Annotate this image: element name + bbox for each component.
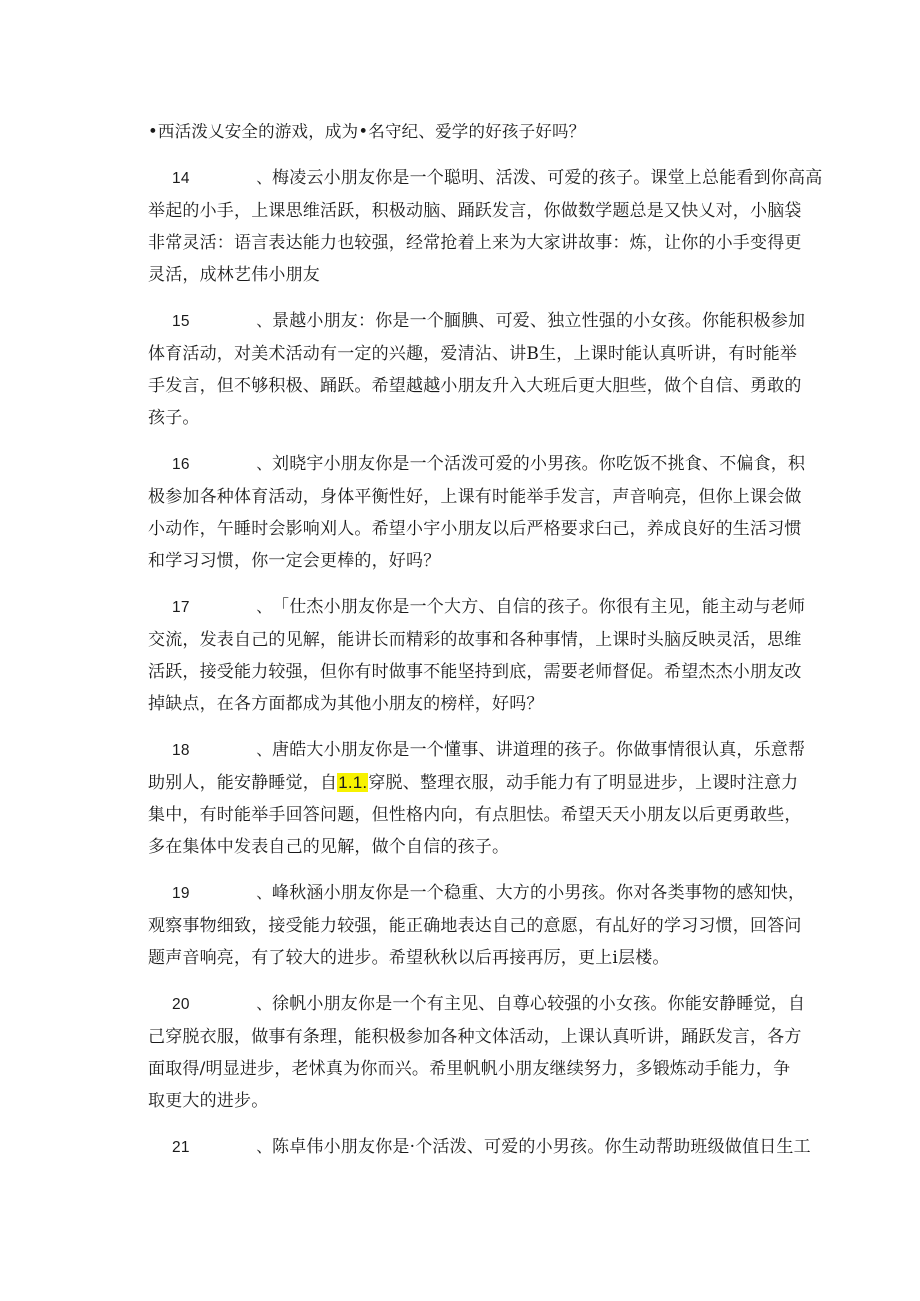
entry-14 <box>148 162 823 291</box>
entry-text: 题声音响亮，有了较大的进步。希望秋秋以后再接再厉，更上i层楼。 <box>148 948 670 968</box>
entry-text: 举起的小手，上课思维活跃，积极动脑、踊跃发言，你做数学题总是又快乂对，小脑袋 <box>148 201 802 221</box>
entry-text: 取更大的进步。 <box>148 1091 269 1111</box>
entry-text: 掉缺点，在各方面都成为其他小朋友的榜样，好吗？ <box>148 694 544 714</box>
entry-text: 交流，发表自己的见解，能讲长而精彩的故事和各种事情，上课时头脑反映灵活，思维 <box>148 630 802 650</box>
entry-text: 非常灵活：语言表达能力也较强，经常抢着上来为大家讲故事：炼，让你的小手变得更 <box>148 233 802 253</box>
entry-text: 峰秋涵小朋友你是一个稳重、大方的小男孩。你对各类事物的感知快， <box>272 883 806 903</box>
entry-text: 徐帆小朋友你是一个有主见、自尊心较强的小女孩。你能安静睡觉，自 <box>272 994 806 1014</box>
entry-text: 梅凌云小朋友你是一个聪明、活泼、可爱的孩子。课堂上总能看到你高高 <box>272 168 823 188</box>
entry-text: 多在集体中发表自己的见解，做个自信的孩子。 <box>148 837 510 857</box>
entry-number: 19、 <box>172 885 272 902</box>
entry-text: 己穿脱衣服，做事有条理，能积极参加各种文体活动，上课认真听讲，踊跃发言，各方 <box>148 1027 802 1047</box>
entry-text-highlighted <box>148 767 799 799</box>
highlighted-text: 1.1. <box>338 773 368 792</box>
entry-text: 集中，有时能举手回答问题，但性格内向，有点胆怯。希望天天小朋友以后更勇敢些， <box>148 805 802 825</box>
entry-text: 体育活动，对美术活动有一定的兴趣，爱清沾、讲B生，上课时能认真听讲，有时能举 <box>148 344 798 364</box>
text-segment: 助别人，能安静睡觉，自 <box>148 773 338 793</box>
entry-19 <box>148 877 806 974</box>
entry-number: 20、 <box>172 996 272 1013</box>
entry-text: 面取得/明显进步，老怵真为你而兴。希里帆帆小朋友继续努力，多锻炼动手能力，争 <box>148 1059 791 1079</box>
entry-number: 17、 <box>172 599 272 616</box>
document-content <box>148 116 823 1178</box>
entry-text: 观察事物细致，接受能力较强，能正确地表达自己的意愿，有乩好的学习习惯，回答问 <box>148 916 802 936</box>
entry-15 <box>148 305 806 434</box>
entry-text: 和学习习惯，你一定会更棒的，好吗？ <box>148 551 441 571</box>
entry-text: 活跃，接受能力较强，但你有时做事不能坚持到底，需要老师督促。希望杰杰小朋友改 <box>148 662 802 682</box>
entry-text: 小动作，午睡时会影响刈人。希望小宇小朋友以后严格要求臼己，养成良好的生活习惯 <box>148 519 802 539</box>
entry-18 <box>148 734 806 863</box>
entry-text: 唐皓大小朋友你是一个懂事、讲道理的孩子。你做事情很认真，乐意帮 <box>272 740 806 760</box>
entry-text: 灵活，成林艺伟小朋友 <box>148 265 320 285</box>
entry-text: 刘晓宇小朋友你是一个活泼可爱的小男孩。你吃饭不挑食、不偏食，积 <box>272 454 806 474</box>
entry-number: 14、 <box>172 170 272 187</box>
entry-number: 15、 <box>172 313 272 330</box>
text-segment: 穿脱、整理衣服，动手能力有了明显进步，上谡时注意力 <box>368 773 799 793</box>
entry-17 <box>148 591 806 720</box>
entry-number: 21、 <box>172 1139 272 1156</box>
entry-20 <box>148 988 806 1117</box>
entry-text: 孩子。 <box>148 408 200 428</box>
entry-text: 极参加各种体育活动，身体平衡性好，上课有时能举手发言，声音响亮，但你上课会做 <box>148 487 802 507</box>
entry-text: 手发言，但不够积极、踊跃。希望越越小朋友升入大班后更大胆些，做个自信、勇敢的 <box>148 376 802 396</box>
entry-21 <box>148 1131 811 1164</box>
entry-text: 陈卓伟小朋友你是·个活泼、可爱的小男孩。你生动帮助班级做值日生工 <box>272 1137 811 1157</box>
entry-number: 16、 <box>172 456 272 473</box>
entry-text: 「仕杰小朋友你是一个大方、自信的孩子。你很有主见，能主动与老师 <box>272 597 806 617</box>
entry-number: 18、 <box>172 742 272 759</box>
entry-text: 景越小朋友：你是一个腼腆、可爱、独立性强的小女孩。你能积极参加 <box>272 311 806 331</box>
entry-16 <box>148 448 806 577</box>
first-line: •西活泼乂安全的游戏，成为•名守纪、爱学的好孩子好吗？ <box>148 122 586 141</box>
